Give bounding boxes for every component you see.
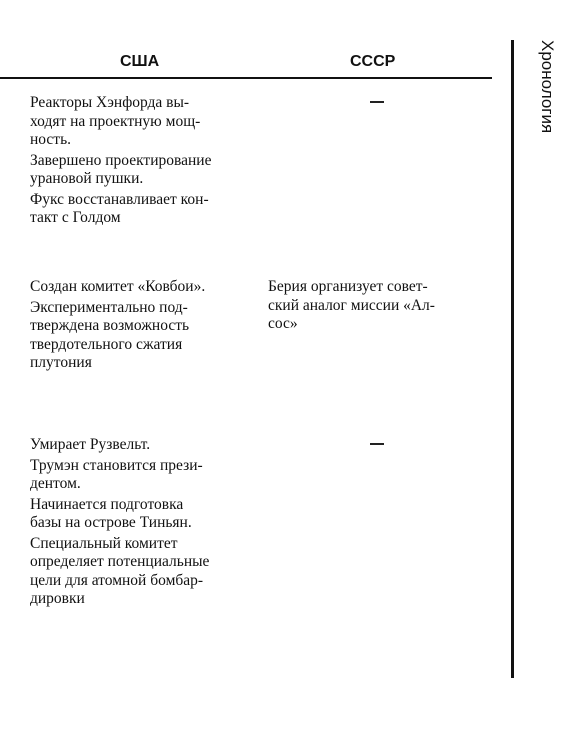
column-header-usa: США <box>120 53 160 70</box>
row-2-ussr-cell <box>268 278 478 336</box>
event-text: Умирает Рузвельт. <box>30 436 151 453</box>
row-3-usa-cell <box>30 436 258 611</box>
event-text: Создан комитет «Ковбои». <box>30 278 206 295</box>
header-rule <box>0 77 492 79</box>
event-text: Трумэн становится прези- дентом. <box>30 456 203 492</box>
column-header-ussr: СССР <box>350 53 396 70</box>
row-1-usa-cell <box>30 94 258 230</box>
event-text: Фукс восстанавливает кон- такт с Голдом <box>30 190 209 226</box>
event-text: Экспериментально под- тверждена возможность твердотельного сжатия плутония <box>30 298 190 371</box>
row-2-usa-cell <box>30 278 258 375</box>
event-text: Начинается подготовка базы на острове Тиньян. <box>30 495 192 531</box>
sidebar-rule <box>511 40 514 678</box>
sidebar-title: Хронология <box>538 40 557 134</box>
event-text: Завершено проектирование урановой пушки. <box>30 151 212 187</box>
row-1-ussr-dash <box>370 101 384 103</box>
event-text: Специальный комитет определяет потенциальные цели для атомной бомбар- дировки <box>30 534 210 607</box>
event-text: Берия организует совет- ский аналог миссии «Ал- сос» <box>268 278 435 332</box>
event-text: Реакторы Хэнфорда вы- ходят на проектную мощ- ность. <box>30 94 201 148</box>
row-3-ussr-dash <box>370 443 384 445</box>
